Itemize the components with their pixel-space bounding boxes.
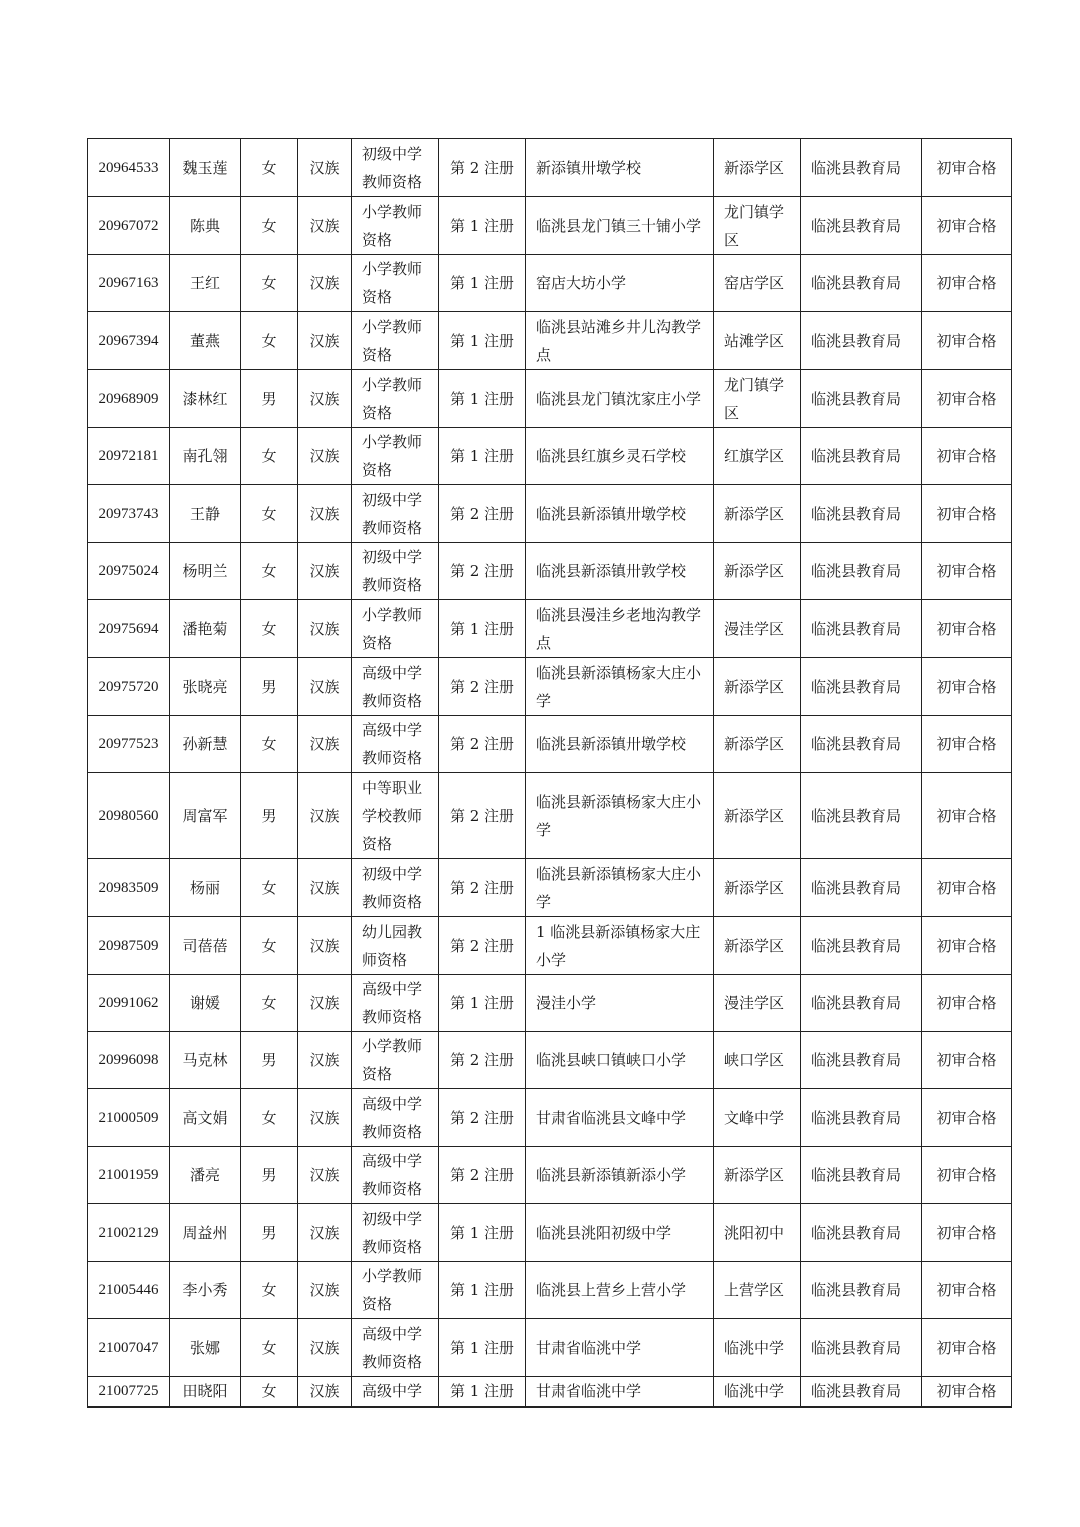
registration-type-cell: 第 2 注册 (439, 543, 526, 600)
ethnicity-cell: 汉族 (298, 543, 352, 600)
education-bureau-cell: 临洮县教育局 (801, 658, 922, 716)
ethnicity-cell: 汉族 (298, 1262, 352, 1319)
name-cell: 周益州 (170, 1204, 241, 1262)
qualification-cell: 高级中学教师资格 (352, 716, 439, 773)
school-district-cell: 红旗学区 (714, 428, 801, 485)
teacher-registration-table (87, 138, 1012, 1408)
name-cell: 潘艳菊 (170, 600, 241, 658)
registration-number-cell: 20973743 (88, 485, 170, 543)
review-result-cell: 初审合格 (922, 658, 1012, 716)
qualification-cell: 小学教师资格 (352, 255, 439, 312)
education-bureau-cell: 临洮县教育局 (801, 543, 922, 600)
registration-number-cell: 20967394 (88, 312, 170, 370)
registration-number-cell: 21002129 (88, 1204, 170, 1262)
school-cell: 甘肃省临洮中学 (526, 1319, 714, 1377)
registration-type-cell: 第 1 注册 (439, 255, 526, 312)
review-result-cell: 初审合格 (922, 543, 1012, 600)
sex-cell: 女 (241, 1089, 298, 1147)
sex-cell: 女 (241, 197, 298, 255)
name-cell: 孙新慧 (170, 716, 241, 773)
school-district-cell: 临洮中学 (714, 1377, 801, 1407)
education-bureau-cell: 临洮县教育局 (801, 485, 922, 543)
review-result-cell: 初审合格 (922, 1089, 1012, 1147)
school-cell: 临洮县红旗乡灵石学校 (526, 428, 714, 485)
registration-type-cell: 第 1 注册 (439, 1319, 526, 1377)
qualification-cell: 高级中学教师资格 (352, 1089, 439, 1147)
table-row (88, 370, 1012, 428)
school-district-cell: 新添学区 (714, 658, 801, 716)
school-cell: 临洮县洮阳初级中学 (526, 1204, 714, 1262)
qualification-cell: 小学教师资格 (352, 600, 439, 658)
table-row (88, 1377, 1012, 1407)
sex-cell: 男 (241, 658, 298, 716)
registration-number-cell: 20977523 (88, 716, 170, 773)
ethnicity-cell: 汉族 (298, 255, 352, 312)
school-cell: 临洮县新添镇杨家大庄小学 (526, 859, 714, 917)
school-cell: 窑店大坊小学 (526, 255, 714, 312)
school-cell: 临洮县上营乡上营小学 (526, 1262, 714, 1319)
registration-number-cell: 20972181 (88, 428, 170, 485)
qualification-cell: 小学教师资格 (352, 312, 439, 370)
school-cell: 甘肃省临洮县文峰中学 (526, 1089, 714, 1147)
name-cell: 周富军 (170, 773, 241, 859)
qualification-cell: 初级中学教师资格 (352, 485, 439, 543)
review-result-cell: 初审合格 (922, 485, 1012, 543)
education-bureau-cell: 临洮县教育局 (801, 312, 922, 370)
review-result-cell: 初审合格 (922, 1204, 1012, 1262)
sex-cell: 女 (241, 917, 298, 975)
registration-number-cell: 20991062 (88, 975, 170, 1032)
table-row (88, 1147, 1012, 1204)
sex-cell: 男 (241, 1147, 298, 1204)
school-cell: 临洮县新添镇杨家大庄小学 (526, 658, 714, 716)
registration-number-cell: 20996098 (88, 1032, 170, 1089)
review-result-cell: 初审合格 (922, 370, 1012, 428)
education-bureau-cell: 临洮县教育局 (801, 716, 922, 773)
name-cell: 张晓亮 (170, 658, 241, 716)
sex-cell: 男 (241, 773, 298, 859)
school-cell: 临洮县新添镇杨家大庄小学 (526, 773, 714, 859)
registration-type-cell: 第 1 注册 (439, 312, 526, 370)
ethnicity-cell: 汉族 (298, 716, 352, 773)
school-cell: 临洮县新添镇新添小学 (526, 1147, 714, 1204)
table-row (88, 197, 1012, 255)
school-cell: 临洮县新添镇卅墩学校 (526, 716, 714, 773)
qualification-cell: 小学教师资格 (352, 197, 439, 255)
registration-number-cell: 21001959 (88, 1147, 170, 1204)
table-row (88, 543, 1012, 600)
sex-cell: 女 (241, 859, 298, 917)
school-cell: 临洮县新添镇卅墩学校 (526, 485, 714, 543)
registration-type-cell: 第 2 注册 (439, 485, 526, 543)
ethnicity-cell: 汉族 (298, 859, 352, 917)
school-district-cell: 新添学区 (714, 773, 801, 859)
qualification-cell: 高级中学 (352, 1377, 439, 1407)
school-district-cell: 临洮中学 (714, 1319, 801, 1377)
qualification-cell: 初级中学教师资格 (352, 859, 439, 917)
review-result-cell: 初审合格 (922, 255, 1012, 312)
name-cell: 南孔翎 (170, 428, 241, 485)
registration-number-cell: 20987509 (88, 917, 170, 975)
review-result-cell: 初审合格 (922, 139, 1012, 197)
name-cell: 司蓓蓓 (170, 917, 241, 975)
school-cell: 新添镇卅墩学校 (526, 139, 714, 197)
review-result-cell: 初审合格 (922, 859, 1012, 917)
registration-number-cell: 20968909 (88, 370, 170, 428)
name-cell: 王静 (170, 485, 241, 543)
school-cell: 临洮县龙门镇三十铺小学 (526, 197, 714, 255)
school-district-cell: 新添学区 (714, 716, 801, 773)
name-cell: 田晓阳 (170, 1377, 241, 1407)
ethnicity-cell: 汉族 (298, 658, 352, 716)
review-result-cell: 初审合格 (922, 197, 1012, 255)
sex-cell: 女 (241, 1319, 298, 1377)
table-row (88, 1032, 1012, 1089)
name-cell: 漆林红 (170, 370, 241, 428)
school-cell: 1 临洮县新添镇杨家大庄小学 (526, 917, 714, 975)
sex-cell: 女 (241, 485, 298, 543)
table-row (88, 1089, 1012, 1147)
ethnicity-cell: 汉族 (298, 773, 352, 859)
school-cell: 临洮县漫洼乡老地沟教学点 (526, 600, 714, 658)
table-row (88, 975, 1012, 1032)
qualification-cell: 初级中学教师资格 (352, 543, 439, 600)
education-bureau-cell: 临洮县教育局 (801, 773, 922, 859)
ethnicity-cell: 汉族 (298, 370, 352, 428)
registration-number-cell: 21007047 (88, 1319, 170, 1377)
school-district-cell: 站滩学区 (714, 312, 801, 370)
ethnicity-cell: 汉族 (298, 139, 352, 197)
review-result-cell: 初审合格 (922, 917, 1012, 975)
education-bureau-cell: 临洮县教育局 (801, 139, 922, 197)
qualification-cell: 高级中学教师资格 (352, 658, 439, 716)
sex-cell: 女 (241, 543, 298, 600)
name-cell: 潘亮 (170, 1147, 241, 1204)
sex-cell: 女 (241, 1377, 298, 1407)
table-row (88, 600, 1012, 658)
registration-type-cell: 第 2 注册 (439, 139, 526, 197)
education-bureau-cell: 临洮县教育局 (801, 1319, 922, 1377)
name-cell: 高文娟 (170, 1089, 241, 1147)
school-cell: 临洮县龙门镇沈家庄小学 (526, 370, 714, 428)
qualification-cell: 初级中学教师资格 (352, 139, 439, 197)
registration-number-cell: 21007725 (88, 1377, 170, 1407)
school-cell: 甘肃省临洮中学 (526, 1377, 714, 1407)
name-cell: 张娜 (170, 1319, 241, 1377)
education-bureau-cell: 临洮县教育局 (801, 917, 922, 975)
review-result-cell: 初审合格 (922, 312, 1012, 370)
education-bureau-cell: 临洮县教育局 (801, 859, 922, 917)
registration-type-cell: 第 1 注册 (439, 1204, 526, 1262)
ethnicity-cell: 汉族 (298, 428, 352, 485)
education-bureau-cell: 临洮县教育局 (801, 197, 922, 255)
school-district-cell: 新添学区 (714, 859, 801, 917)
qualification-cell: 高级中学教师资格 (352, 1319, 439, 1377)
education-bureau-cell: 临洮县教育局 (801, 1032, 922, 1089)
school-district-cell: 洮阳初中 (714, 1204, 801, 1262)
sex-cell: 女 (241, 975, 298, 1032)
review-result-cell: 初审合格 (922, 428, 1012, 485)
sex-cell: 女 (241, 1262, 298, 1319)
registration-type-cell: 第 2 注册 (439, 716, 526, 773)
registration-type-cell: 第 1 注册 (439, 370, 526, 428)
qualification-cell: 小学教师资格 (352, 1262, 439, 1319)
review-result-cell: 初审合格 (922, 1147, 1012, 1204)
sex-cell: 女 (241, 428, 298, 485)
review-result-cell: 初审合格 (922, 975, 1012, 1032)
registration-type-cell: 第 2 注册 (439, 1032, 526, 1089)
registration-type-cell: 第 2 注册 (439, 1147, 526, 1204)
school-district-cell: 龙门镇学区 (714, 197, 801, 255)
ethnicity-cell: 汉族 (298, 1147, 352, 1204)
school-district-cell: 新添学区 (714, 139, 801, 197)
review-result-cell: 初审合格 (922, 600, 1012, 658)
review-result-cell: 初审合格 (922, 716, 1012, 773)
school-cell: 临洮县峡口镇峡口小学 (526, 1032, 714, 1089)
qualification-cell: 小学教师资格 (352, 1032, 439, 1089)
registration-type-cell: 第 1 注册 (439, 197, 526, 255)
registration-type-cell: 第 1 注册 (439, 1377, 526, 1407)
ethnicity-cell: 汉族 (298, 1204, 352, 1262)
sex-cell: 男 (241, 1032, 298, 1089)
sex-cell: 女 (241, 716, 298, 773)
ethnicity-cell: 汉族 (298, 197, 352, 255)
table-row (88, 139, 1012, 197)
school-district-cell: 龙门镇学区 (714, 370, 801, 428)
education-bureau-cell: 临洮县教育局 (801, 1089, 922, 1147)
school-district-cell: 新添学区 (714, 485, 801, 543)
ethnicity-cell: 汉族 (298, 1319, 352, 1377)
school-district-cell: 漫洼学区 (714, 975, 801, 1032)
sex-cell: 女 (241, 255, 298, 312)
registration-type-cell: 第 2 注册 (439, 917, 526, 975)
name-cell: 谢媛 (170, 975, 241, 1032)
registration-type-cell: 第 2 注册 (439, 1089, 526, 1147)
qualification-cell: 小学教师资格 (352, 370, 439, 428)
sex-cell: 男 (241, 1204, 298, 1262)
education-bureau-cell: 临洮县教育局 (801, 975, 922, 1032)
school-district-cell: 窑店学区 (714, 255, 801, 312)
sex-cell: 女 (241, 600, 298, 658)
table-row (88, 773, 1012, 859)
school-district-cell: 新添学区 (714, 1147, 801, 1204)
ethnicity-cell: 汉族 (298, 975, 352, 1032)
education-bureau-cell: 临洮县教育局 (801, 1204, 922, 1262)
name-cell: 杨丽 (170, 859, 241, 917)
name-cell: 董燕 (170, 312, 241, 370)
registration-number-cell: 20967072 (88, 197, 170, 255)
table-row (88, 859, 1012, 917)
registration-number-cell: 20975024 (88, 543, 170, 600)
qualification-cell: 中等职业学校教师资格 (352, 773, 439, 859)
school-district-cell: 新添学区 (714, 917, 801, 975)
table-row (88, 428, 1012, 485)
name-cell: 王红 (170, 255, 241, 312)
registration-number-cell: 20975694 (88, 600, 170, 658)
registration-type-cell: 第 1 注册 (439, 1262, 526, 1319)
education-bureau-cell: 临洮县教育局 (801, 1262, 922, 1319)
name-cell: 杨明兰 (170, 543, 241, 600)
sex-cell: 女 (241, 312, 298, 370)
ethnicity-cell: 汉族 (298, 600, 352, 658)
qualification-cell: 初级中学教师资格 (352, 1204, 439, 1262)
registration-type-cell: 第 2 注册 (439, 859, 526, 917)
review-result-cell: 初审合格 (922, 1262, 1012, 1319)
school-district-cell: 新添学区 (714, 543, 801, 600)
registration-type-cell: 第 2 注册 (439, 658, 526, 716)
registration-number-cell: 20964533 (88, 139, 170, 197)
education-bureau-cell: 临洮县教育局 (801, 1147, 922, 1204)
registration-type-cell: 第 1 注册 (439, 428, 526, 485)
registration-number-cell: 21005446 (88, 1262, 170, 1319)
sex-cell: 男 (241, 370, 298, 428)
qualification-cell: 高级中学教师资格 (352, 1147, 439, 1204)
name-cell: 马克林 (170, 1032, 241, 1089)
review-result-cell: 初审合格 (922, 1319, 1012, 1377)
education-bureau-cell: 临洮县教育局 (801, 1377, 922, 1407)
table-row (88, 1262, 1012, 1319)
qualification-cell: 小学教师资格 (352, 428, 439, 485)
name-cell: 李小秀 (170, 1262, 241, 1319)
education-bureau-cell: 临洮县教育局 (801, 600, 922, 658)
ethnicity-cell: 汉族 (298, 312, 352, 370)
registration-number-cell: 20983509 (88, 859, 170, 917)
school-district-cell: 漫洼学区 (714, 600, 801, 658)
registration-type-cell: 第 1 注册 (439, 975, 526, 1032)
table-row (88, 658, 1012, 716)
review-result-cell: 初审合格 (922, 773, 1012, 859)
table-row (88, 312, 1012, 370)
review-result-cell: 初审合格 (922, 1377, 1012, 1407)
table-row (88, 917, 1012, 975)
registration-number-cell: 21000509 (88, 1089, 170, 1147)
table-body (88, 139, 1012, 1407)
school-cell: 临洮县站滩乡井儿沟教学点 (526, 312, 714, 370)
ethnicity-cell: 汉族 (298, 1089, 352, 1147)
ethnicity-cell: 汉族 (298, 917, 352, 975)
registration-type-cell: 第 1 注册 (439, 600, 526, 658)
table-row (88, 1204, 1012, 1262)
education-bureau-cell: 临洮县教育局 (801, 255, 922, 312)
registration-number-cell: 20975720 (88, 658, 170, 716)
ethnicity-cell: 汉族 (298, 1377, 352, 1407)
name-cell: 陈典 (170, 197, 241, 255)
school-district-cell: 峡口学区 (714, 1032, 801, 1089)
table-row (88, 716, 1012, 773)
name-cell: 魏玉莲 (170, 139, 241, 197)
ethnicity-cell: 汉族 (298, 1032, 352, 1089)
review-result-cell: 初审合格 (922, 1032, 1012, 1089)
school-cell: 临洮县新添镇卅敦学校 (526, 543, 714, 600)
registration-number-cell: 20967163 (88, 255, 170, 312)
qualification-cell: 高级中学教师资格 (352, 975, 439, 1032)
school-district-cell: 文峰中学 (714, 1089, 801, 1147)
school-district-cell: 上营学区 (714, 1262, 801, 1319)
table-row (88, 485, 1012, 543)
registration-type-cell: 第 2 注册 (439, 773, 526, 859)
school-cell: 漫洼小学 (526, 975, 714, 1032)
education-bureau-cell: 临洮县教育局 (801, 370, 922, 428)
registration-number-cell: 20980560 (88, 773, 170, 859)
table-row (88, 1319, 1012, 1377)
education-bureau-cell: 临洮县教育局 (801, 428, 922, 485)
ethnicity-cell: 汉族 (298, 485, 352, 543)
sex-cell: 女 (241, 139, 298, 197)
qualification-cell: 幼儿园教师资格 (352, 917, 439, 975)
table-row (88, 255, 1012, 312)
